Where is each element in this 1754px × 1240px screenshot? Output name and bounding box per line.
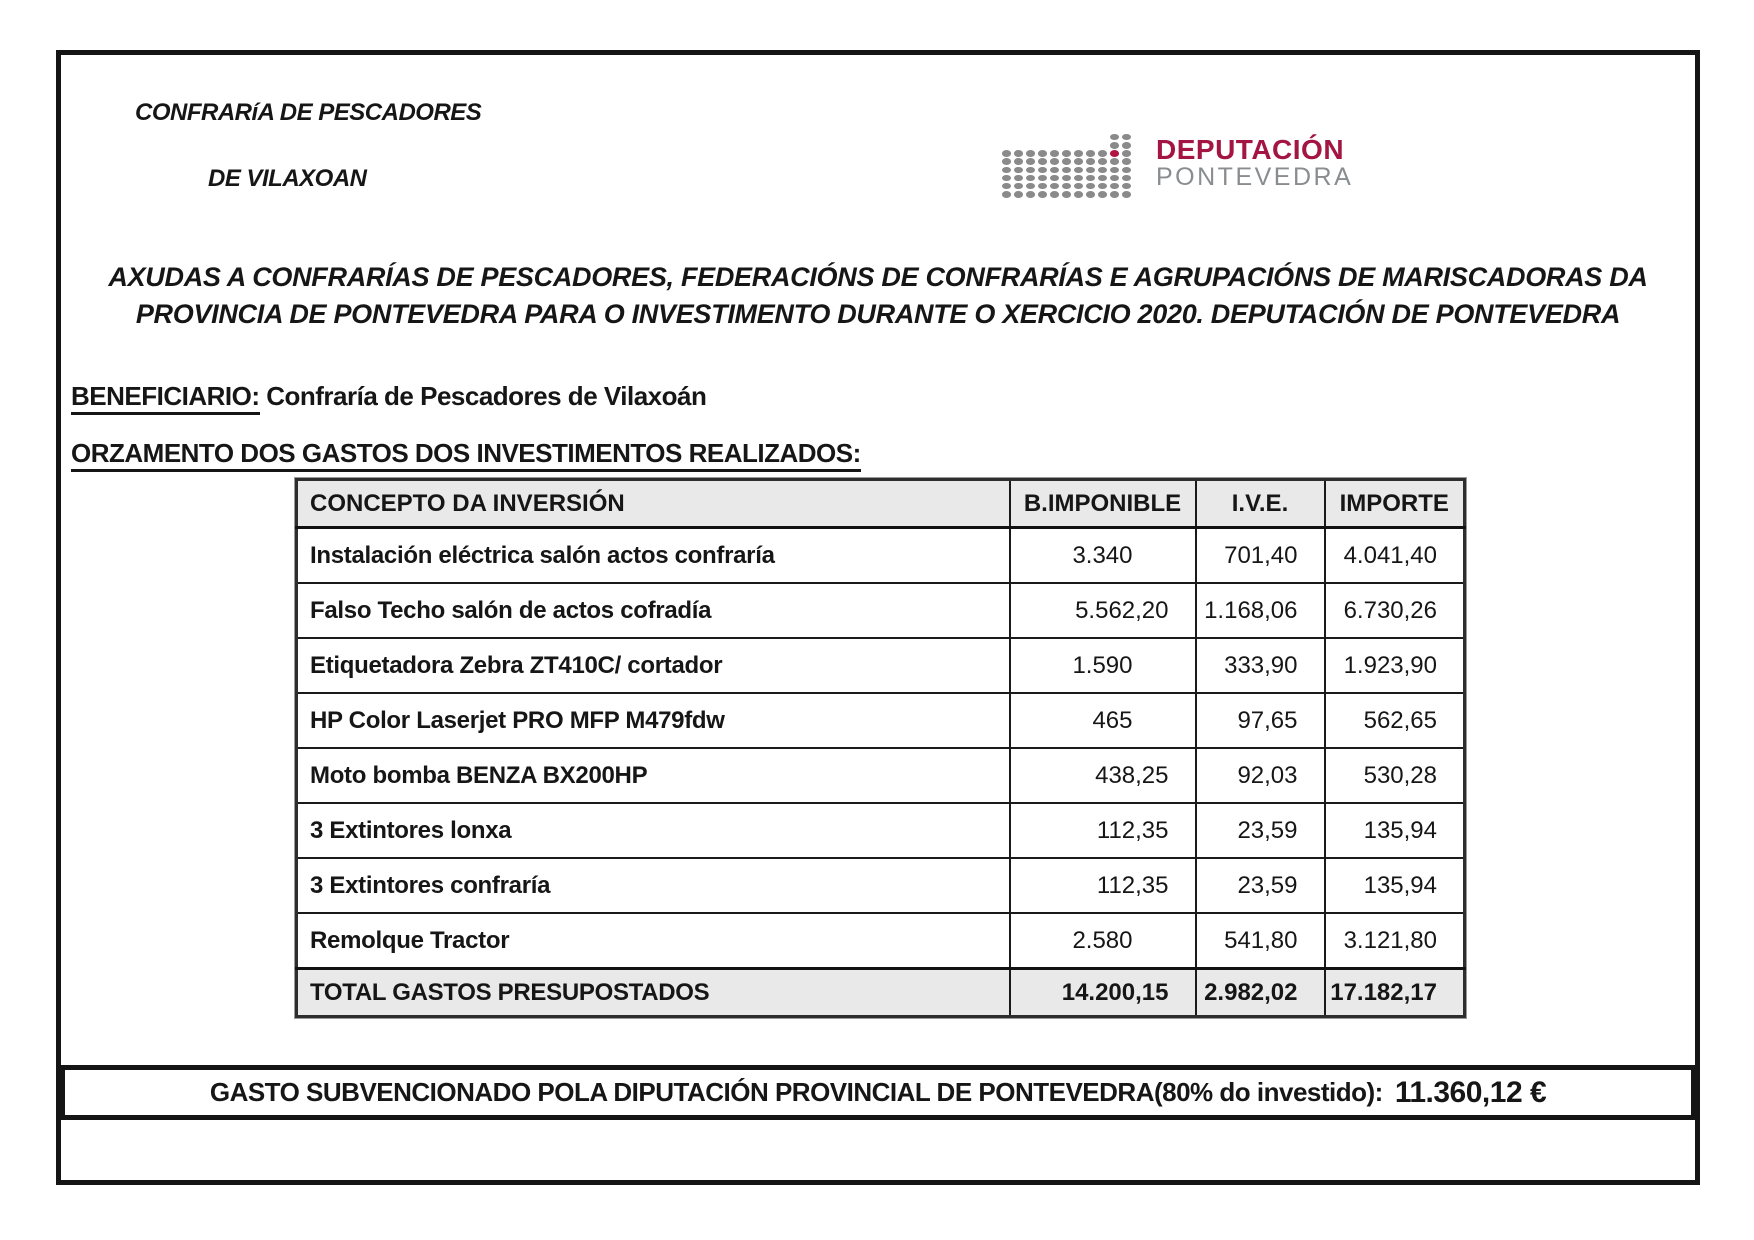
deputacion-logo-text [1156,135,1353,191]
table-row [297,583,1465,638]
total-base: 14.200,15 [1010,969,1196,1017]
deputacion-logo-title: DEPUTACIÓN [1156,134,1345,165]
row-concept: 3 Extintores lonxa [297,803,1010,858]
row-concept: 3 Extintores confraría [297,858,1010,913]
row-ive: 23,59 [1196,858,1325,913]
row-base: 438,25 [1010,748,1196,803]
budget-table-body [297,528,1465,969]
subvention-amount: 11.360,12 € [1394,1075,1547,1109]
deputacion-pontevedra-logo [1000,131,1353,199]
row-base: 5.562,20 [1010,583,1196,638]
row-importe: 135,94 [1325,858,1465,913]
row-concept: Moto bomba BENZA BX200HP [297,748,1010,803]
row-concept: Instalación eléctrica salón actos confraría [297,528,1010,584]
row-base: 3.340 [1010,528,1196,584]
document-title-line2: PROVINCIA DE PONTEVEDRA PARA O INVESTIMENTO DURANTE O XERCICIO 2020. DEPUTACIÓN DE PONTEVEDRA [135,299,1621,329]
deputacion-dot-matrix-icon [1000,133,1132,199]
table-row [297,693,1465,748]
table-total-row [297,969,1465,1017]
section-heading-text: ORZAMENTO DOS GASTOS DOS INVESTIMENTOS REALIZADOS: [71,438,861,472]
row-importe: 3.121,80 [1325,913,1465,969]
table-row [297,913,1465,969]
row-importe: 6.730,26 [1325,583,1465,638]
row-importe: 562,65 [1325,693,1465,748]
table-header-row [297,480,1465,528]
row-importe: 1.923,90 [1325,638,1465,693]
org-name-line1: CONFRARíA DE PESCADORES [135,99,482,126]
row-concept: Etiquetadora Zebra ZT410C/ cortador [297,638,1010,693]
row-ive: 701,40 [1196,528,1325,584]
row-ive: 23,59 [1196,803,1325,858]
table-row [297,528,1465,584]
row-ive: 92,03 [1196,748,1325,803]
total-ive: 2.982,02 [1196,969,1325,1017]
row-importe: 530,28 [1325,748,1465,803]
row-ive: 1.168,06 [1196,583,1325,638]
budget-table-footer [297,969,1465,1017]
row-ive: 541,80 [1196,913,1325,969]
row-ive: 97,65 [1196,693,1325,748]
table-row [297,748,1465,803]
row-base: 465 [1010,693,1196,748]
header-ive: I.V.E. [1196,480,1325,528]
budget-table-header [297,480,1465,528]
row-importe: 135,94 [1325,803,1465,858]
header-base: B.IMPONIBLE [1010,480,1196,528]
row-base: 2.580 [1010,913,1196,969]
table-row [297,638,1465,693]
document-title-line1: AXUDAS A CONFRARÍAS DE PESCADORES, FEDERACIÓNS DE CONFRARÍAS E AGRUPACIÓNS DE MARISCADORAS DA [108,262,1648,292]
row-importe: 4.041,40 [1325,528,1465,584]
row-concept: Remolque Tractor [297,913,1010,969]
row-base: 112,35 [1010,803,1196,858]
total-importe: 17.182,17 [1325,969,1465,1017]
row-base: 1.590 [1010,638,1196,693]
beneficiary-value: Confraría de Pescadores de Vilaxoán [266,381,707,411]
row-concept: Falso Techo salón de actos cofradía [297,583,1010,638]
beneficiary-label: BENEFICIARIO: [71,381,260,415]
table-row [297,858,1465,913]
document-page-border [56,50,1700,1185]
row-concept: HP Color Laserjet PRO MFP M479fdw [297,693,1010,748]
org-name-line2: DE VILAXOAN [208,165,367,192]
header-concept: CONCEPTO DA INVERSIÓN [297,480,1010,528]
section-heading [71,438,861,469]
header-importe: IMPORTE [1325,480,1465,528]
total-label: TOTAL GASTOS PRESUPOSTADOS [297,969,1010,1017]
row-ive: 333,90 [1196,638,1325,693]
table-row [297,803,1465,858]
beneficiary-line [71,381,706,412]
deputacion-logo-subtitle: PONTEVEDRA [1156,163,1354,192]
document-title [61,259,1695,333]
row-base: 112,35 [1010,858,1196,913]
subvention-box [60,1065,1696,1120]
budget-table [295,478,1466,1018]
subvention-label: GASTO SUBVENCIONADO POLA DIPUTACIÓN PROVINCIAL DE PONTEVEDRA(80% do investido): [209,1077,1383,1107]
